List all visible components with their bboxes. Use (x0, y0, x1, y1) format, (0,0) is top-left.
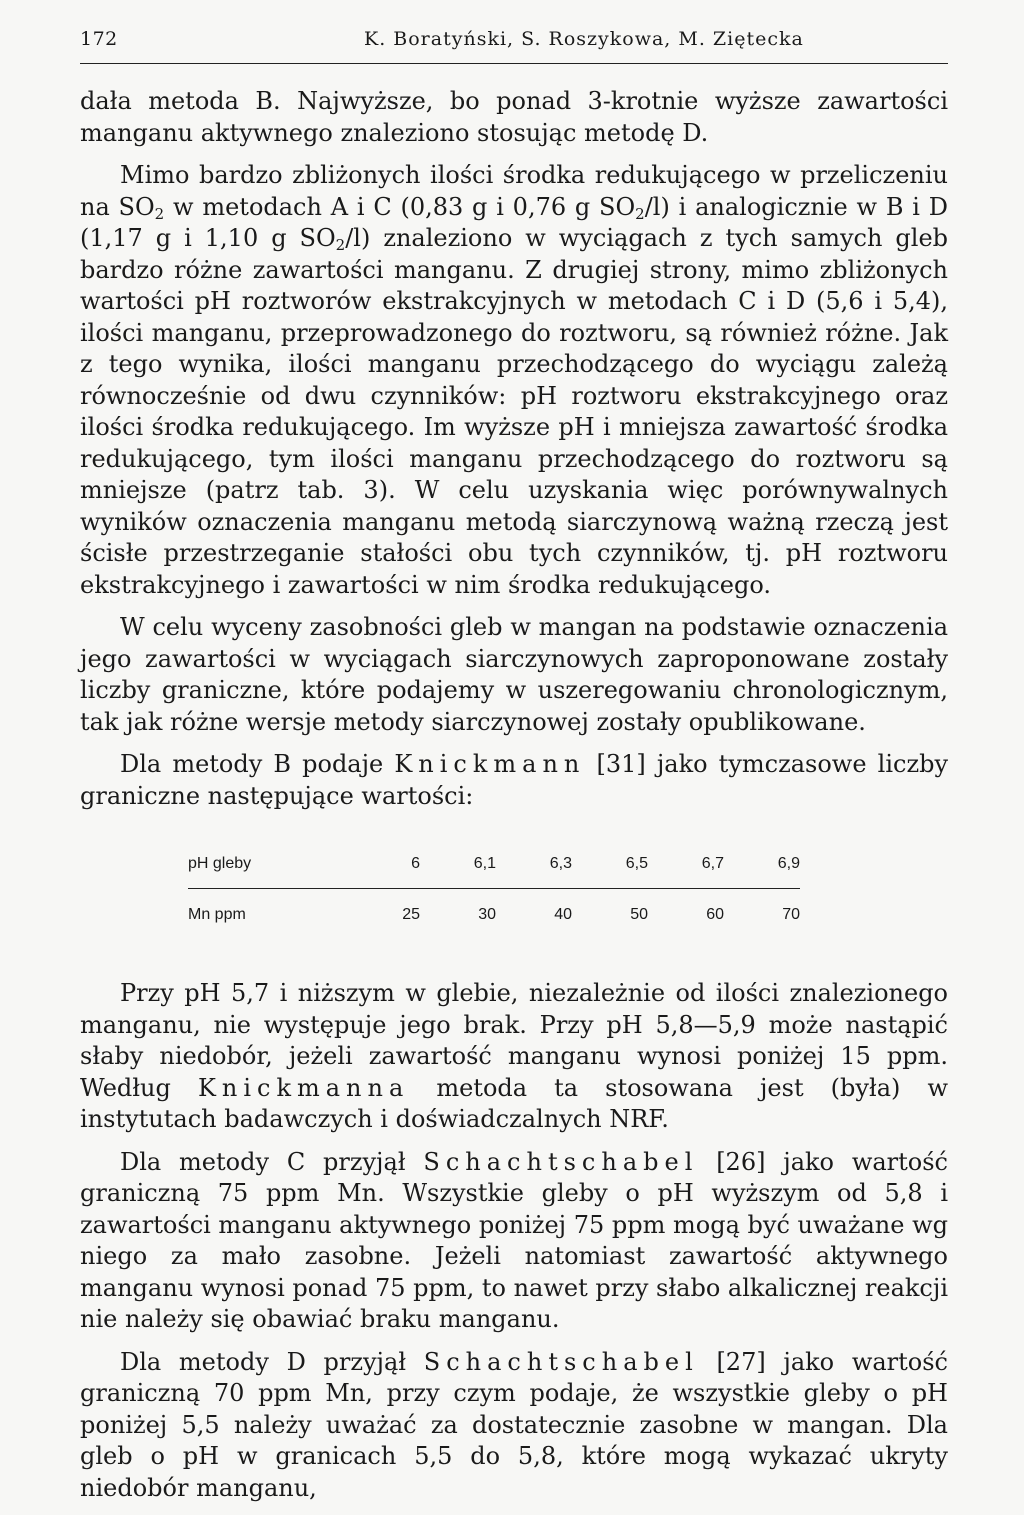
body-text (80, 86, 948, 1515)
threshold-table (188, 848, 800, 936)
table-cell: 6,9 (724, 848, 800, 888)
paragraph-2-text-a: Mimo bardzo zbliżonych ilości środka redukującego w przeliczeniu na SO (80, 161, 948, 221)
paragraph-7 (80, 1347, 948, 1505)
table-cell: 30 (478, 905, 496, 923)
table-cell: 40 (554, 905, 572, 923)
page-number: 172 (80, 28, 118, 50)
table-cell: 6,1 (420, 848, 496, 888)
paragraph-4-text-a: Dla metody B podaje (120, 750, 395, 778)
paragraph-1: dała metoda B. Najwyższe, bo ponad 3-krotnie wyższe zawartości manganu aktywnego znaleziono stosując metodę D. (80, 87, 948, 147)
table-row (188, 848, 800, 888)
paragraph-5-text-b: metoda ta stosowana jest (była) w instytutach badawczych i doświadczalnych NRF. (80, 1073, 948, 1133)
paragraph-7-text-b: [27] jako wartość graniczną 70 ppm Mn, przy czym podaje, że wszystkie gleby o pH poniżej 5,5 należy uważać za dostatecznie zasobne w mangan. Dla gleb o pH w granicach 5,5 do 5,8, które mogą wykazać ukryty niedobór manganu, (80, 1347, 949, 1502)
running-title: K. Boratyński, S. Roszykowa, M. Ziętecka (364, 28, 804, 50)
table-cell: 6 (344, 848, 420, 888)
table-cell: 60 (706, 905, 724, 923)
table-cell: 70 (782, 905, 800, 923)
table-cell: 6,3 (496, 848, 572, 888)
table-cell: 50 (630, 905, 648, 923)
paragraph-5 (80, 978, 948, 1136)
author-name: Knickmann (394, 750, 586, 778)
subscript-2: 2 (635, 204, 645, 223)
paragraph-6-text-a: Dla metody C przyjął (120, 1147, 424, 1176)
table-cell: 6,7 (648, 848, 724, 888)
author-name: Schachtschabel (423, 1347, 699, 1376)
paragraph-7-text-a: Dla metody D przyjął (120, 1347, 424, 1376)
paragraph-2 (80, 160, 948, 601)
page-header (80, 28, 948, 62)
paragraph-3: W celu wyceny zasobności gleb w mangan na podstawie oznaczenia jego zawartości w wyciągach siarczynowych zaproponowane zostały liczby graniczne, które podajemy w uszeregowaniu chronologicznym, tak jak różne wersje metody siarczynowej zostały opublikowane. (80, 613, 948, 736)
subscript-2: 2 (154, 204, 165, 223)
table-row (188, 888, 800, 936)
header-rule (80, 63, 948, 64)
paragraph-2-text-c: /l) i analogicznie w B i D (1,17 g i 1,10 g SO (80, 192, 948, 252)
author-name: Knickmanna (197, 1073, 410, 1102)
table-cell: 25 (402, 905, 420, 923)
paragraph-2-text-b: w metodach A i C (0,83 g i 0,76 g SO (164, 192, 636, 221)
table-cell: 6,5 (572, 848, 648, 888)
table-row-label: Mn ppm (188, 905, 246, 923)
paragraph-6 (80, 1147, 948, 1336)
paragraph-5-text-a: Przy pH 5,7 i niższym w glebie, niezależnie od ilości znalezionego manganu, nie występuje jego brak. Przy pH 5,8—5,9 może nastąpić słaby niedobór, jeżeli zawartość manganu wynosi poniżej 15 ppm. Według (80, 979, 948, 1102)
paragraph-2-text-d: /l) znaleziono w wyciągach z tych samych gleb bardzo różne zawartości manganu. Z drugiej strony, mimo zbliżonych wartości pH roztworów ekstrakcyjnych w metodach C i D (5,6 i 5,4), ilości manganu, przeprowadzonego do roztworu, są również różne. Jak z tego wynika, ilości manganu przechodzącego do wyciągu zależą równocześnie od dwu czynników: pH roztworu ekstrakcyjnego oraz ilości środka redukującego. Im wyższe pH i mniejsza zawartość środka redukującego, tym ilości manganu przechodzącego do roztworu są mniejsze (patrz tab. 3). W celu uzyskania więc porównywalnych wyników oznaczenia manganu metodą siarczynową ważną rzeczą jest ścisłe przestrzeganie stałości obu tych czynników, tj. pH roztworu ekstrakcyjnego i zawartości w nim środka redukującego. (80, 224, 949, 599)
paragraph-6-text-b: [26] jako wartość graniczną 75 ppm Mn. Wszystkie gleby o pH wyższym od 5,8 i zawartości manganu aktywnego poniżej 75 ppm mogą być uważane wg niego za mało zasobne. Jeżeli natomiast zawartość aktywnego manganu wynosi ponad 75 ppm, to nawet przy słabo alkalicznej reakcji nie należy się obawiać braku manganu. (80, 1147, 949, 1333)
paragraph-4 (80, 749, 948, 812)
paragraph-4-text-b: [31] jako tymczasowe liczby graniczne następujące wartości: (80, 750, 949, 810)
author-name: Schachtschabel (423, 1147, 699, 1176)
table-row-label: pH gleby (188, 848, 344, 888)
subscript-2: 2 (335, 236, 346, 254)
